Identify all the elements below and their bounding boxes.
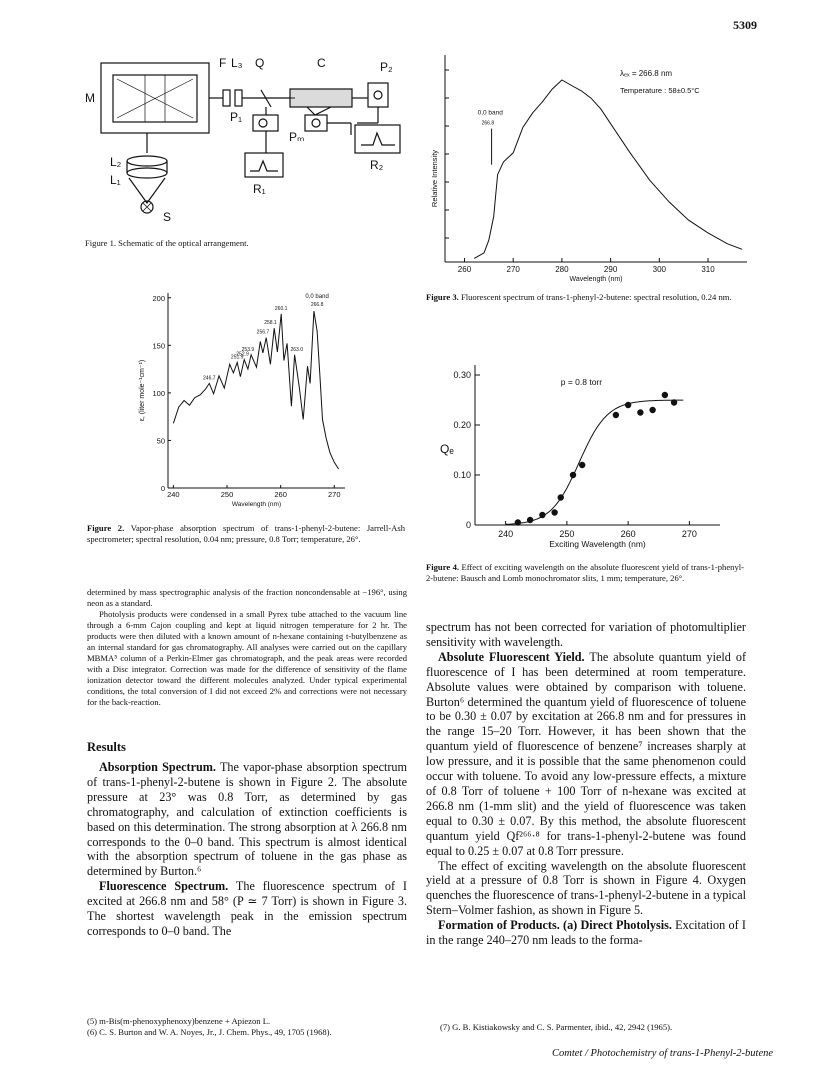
page-number: 5309 (733, 18, 757, 32)
figure4-x-label: Exciting Wavelength (nm) (549, 539, 646, 549)
figure2-y-label: ε, (liter mole⁻¹cm⁻¹) (139, 359, 146, 422)
figure3-caption: Figure 3. Fluorescent spectrum of trans-1-phenyl-2-butene: spectral resolution, 0.24 nm. (426, 292, 732, 302)
figure3-y-label: Relative Intensity (430, 149, 439, 208)
methods-paragraph-1: determined by mass spectrographic analysis of the fraction noncondensable at −196°, using neon as a standard. (87, 587, 407, 608)
figure4-data-point (570, 472, 576, 478)
figure2-peak-label: 256.7 (256, 329, 270, 336)
figure4-y-label: Qₑ (440, 442, 454, 456)
label-M: M (85, 91, 95, 105)
figure2-peak-label: 258.1 (264, 320, 277, 327)
figure4-data-point (671, 399, 677, 405)
figure2-peak-label: 246.7 (203, 375, 216, 382)
figure4-data-point (625, 402, 631, 408)
figure2-x-tick-label: 240 (167, 490, 180, 499)
left-footnotes (87, 1016, 417, 1038)
figure4-y-tick-label: 0.10 (453, 470, 471, 480)
figure4-x-tick-label: 260 (620, 529, 636, 539)
figure4-fit-curve (506, 400, 684, 524)
figure2-peak-label: 253.9 (241, 346, 255, 353)
figure2-x-label: Wavelength (nm) (231, 501, 282, 508)
label-R1: R₁ (253, 182, 266, 196)
figure4-y-tick-label: 0.20 (453, 420, 471, 430)
figure3-band-label: 0,0 band (477, 109, 503, 117)
label-P1: P₁ (230, 110, 243, 124)
figure4-data-point (613, 412, 619, 418)
figure2-y-tick-label: 150 (152, 341, 165, 351)
right-paragraph-1: spectrum has not been corrected for variation of photomultiplier sensitivity with wavelength. (426, 620, 746, 649)
figure4-caption: Figure 4. Effect of exciting wavelength on the absolute fluorescent yield of trans-1-phenyl-2-butene: Bausch and Lomb monochromator slits, 1 mm; temperature, 26°. (426, 562, 745, 583)
figure4-x-tick-label: 240 (498, 529, 514, 539)
methods-text (87, 587, 407, 708)
yield-paragraph: Absolute Fluorescent Yield. The absolute quantum yield of fluorescence of I has been determined at room temperature. Absolute values were obtained by comparison with toluene. Burton⁶ determined the quantum yield of fluorescence of toluene to be 0.30 ± 0.07 by excitation at 266.8 nm and for pressures in the range 15–20 Torr. However, it has been shown that the quantum yield of fluorescence of benzene⁷ increases sharply at low pressure, and it is possible that the same phenomenon could occur with toluene. To avoid any low-pressure effects, a mixture of 0.8 Torr of toluene + 100 Torr of n-hexane was excited at 266.8 nm (1-mm slit) and the yield of fluorescence was taken equal to 0.30 ± 0.07. By this method, the absolute fluorescent quantum yield Qf²⁶⁶·⁸ for trans-1-phenyl-2-butene was found equal to 0.25 ± 0.07 at 0.8 Torr pressure. (426, 649, 747, 858)
cell (290, 89, 352, 107)
label-F: F (219, 56, 227, 70)
figure4-pressure-label: p = 0.8 torr (560, 377, 603, 387)
figure3-series-line (474, 80, 742, 258)
figure3-excitation-label: λₑₓ = 266.8 nm (620, 69, 673, 78)
label-P2: P₂ (380, 60, 393, 74)
figure4-data-point (637, 409, 643, 415)
footnote-5: (5) m-Bis(m-phenoxyphenoxy)benzene + Apiezon L. (87, 1016, 271, 1026)
running-footer: Comtet / Photochemistry of trans-1-Phenyl-2-butene (552, 1048, 774, 1059)
figure1-schematic (85, 45, 415, 230)
figure4-data-point (558, 494, 564, 500)
figure3-x-tick-label: 310 (701, 265, 715, 274)
figure3-x-tick-label: 270 (506, 265, 520, 274)
figure1-caption: Figure 1. Schematic of the optical arrangement. (85, 238, 249, 248)
absorption-paragraph: Absorption Spectrum. The vapor-phase absorption spectrum of trans-1-phenyl-2-butene is shown in Figure 2. The absolute pressure at 23° was 0.8 Torr, as determined by gas chromatography, and calculation of extinction coefficients is based on this determination. The strong absorption at λ 266.8 nm corresponds to the 0–0 band. This spectrum is almost identical with the absorption spectrum of toluene in the gas phase as determined by Burton.⁶ (87, 760, 408, 879)
figure3-x-tick-label: 300 (652, 265, 667, 274)
figure3-temperature-label: Temperature : 58±0.5°C (620, 86, 700, 95)
figure2-chart (130, 285, 360, 515)
figure4-data-point (539, 512, 545, 518)
figure2-x-tick-label: 270 (328, 490, 341, 499)
figure4-x-tick-label: 270 (681, 529, 697, 539)
figure2-band-wavelength: 266.8 (310, 302, 324, 309)
figure2-peak-label: 252.9 (236, 351, 249, 358)
label-L1: L₁ (110, 173, 121, 187)
figure4-data-point (551, 509, 557, 515)
footnote-6: (6) C. S. Burton and W. A. Noyes, Jr., J. Chem. Phys., 49, 1705 (1968). (87, 1027, 332, 1037)
footnote-7: (7) G. B. Kistiakowsky and C. S. Parmenter, ibid., 42, 2942 (1965). (440, 1022, 673, 1032)
label-L2: L₂ (110, 155, 122, 169)
figure4-data-point (527, 517, 533, 523)
figure3-x-label: Wavelength (nm) (569, 276, 623, 283)
figure2-peak-label: 251.9 (230, 354, 244, 361)
figure3-x-tick-label: 260 (457, 265, 472, 274)
right-column-text (426, 620, 746, 948)
figure3-chart (425, 45, 755, 285)
figure3-x-tick-label: 280 (555, 265, 569, 274)
results-text (87, 760, 407, 939)
figure2-x-tick-label: 260 (274, 490, 287, 499)
figure4-y-tick-label: 0.30 (453, 370, 471, 380)
methods-paragraph-2: Photolysis products were condensed in a small Pyrex tube attached to the vacuum line through a 6-mm Cajon coupling and kept at liquid nitrogen temperature for 2 hr. The products were then diluted with a known amount of n-hexane containing t-butylbenzene as an internal standard for gas chromatography. All analyses were carried out on the capillary MBMA⁵ column of a Perkin-Elmer gas chromatograph, and the peak areas were recorded with a Disc integrator. Correction was made for the difference of sensitivity of the flame ionization detector toward the different molecules analyzed. Under typical experimental conditions, the total conversion of I did not exceed 2% and corrections were not necessary for the back-reaction. (87, 609, 407, 707)
figure4-x-tick-label: 250 (559, 529, 575, 539)
figure2-band-label: 0,0 band (305, 294, 329, 301)
figure4-data-point (579, 462, 585, 468)
recorder-r2 (355, 125, 400, 153)
figure2-y-tick-label: 0 (160, 484, 165, 493)
label-R2: R₂ (370, 158, 384, 172)
label-S: S (163, 210, 172, 224)
label-C: C (317, 56, 326, 70)
figure2-y-tick-label: 50 (156, 436, 165, 446)
figure2-caption: Figure 2. Vapor-phase absorption spectrum of trans-1-phenyl-2-butene: Jarrell-Ash spectrometer; spectral resolution, 0.04 nm; pressure, 0.8 Torr; temperature, 26°. (87, 523, 406, 544)
fluorescence-paragraph: Fluorescence Spectrum. The fluorescence spectrum of I excited at 266.8 nm and 58° (P ≃ 7 Torr) is shown in Figure 3. The shortest wavelength peak in the emission spectrum corresponds to 0–0 band. The (87, 879, 407, 938)
figure2-x-tick-label: 250 (220, 490, 234, 499)
figure4-data-point (515, 519, 521, 525)
figure4-data-point (649, 407, 655, 413)
figure4-chart (430, 355, 730, 555)
figure2-y-tick-label: 200 (152, 293, 165, 303)
figure2-peak-label: 263.0 (290, 346, 303, 353)
formation-paragraph: Formation of Products. (a) Direct Photolysis. Excitation of I in the range 240–270 nm leads to the forma- (426, 918, 746, 948)
figure3-x-tick-label: 290 (603, 265, 618, 274)
label-Q: Q (255, 56, 265, 70)
figure3-band-wavelength: 266.8 (481, 120, 495, 127)
results-heading: Results (87, 740, 126, 754)
wavelength-paragraph: The effect of exciting wavelength on the absolute fluorescent yield at a pressure of 0.8 Torr is shown in Figure 4. Oxygen quenches the fluorescence of trans-1-phenyl-2-butene in a typical Stern–Volmer fashion, as shown in Figure 5. (426, 858, 746, 918)
figure4-y-tick-label: 0 (465, 520, 471, 530)
label-Pm: Pₘ (289, 130, 305, 144)
figure2-peak-label: 260.1 (274, 305, 288, 312)
figure4-data-point (662, 392, 668, 398)
figure2-y-tick-label: 100 (152, 388, 165, 398)
label-L3: L₃ (231, 56, 243, 70)
